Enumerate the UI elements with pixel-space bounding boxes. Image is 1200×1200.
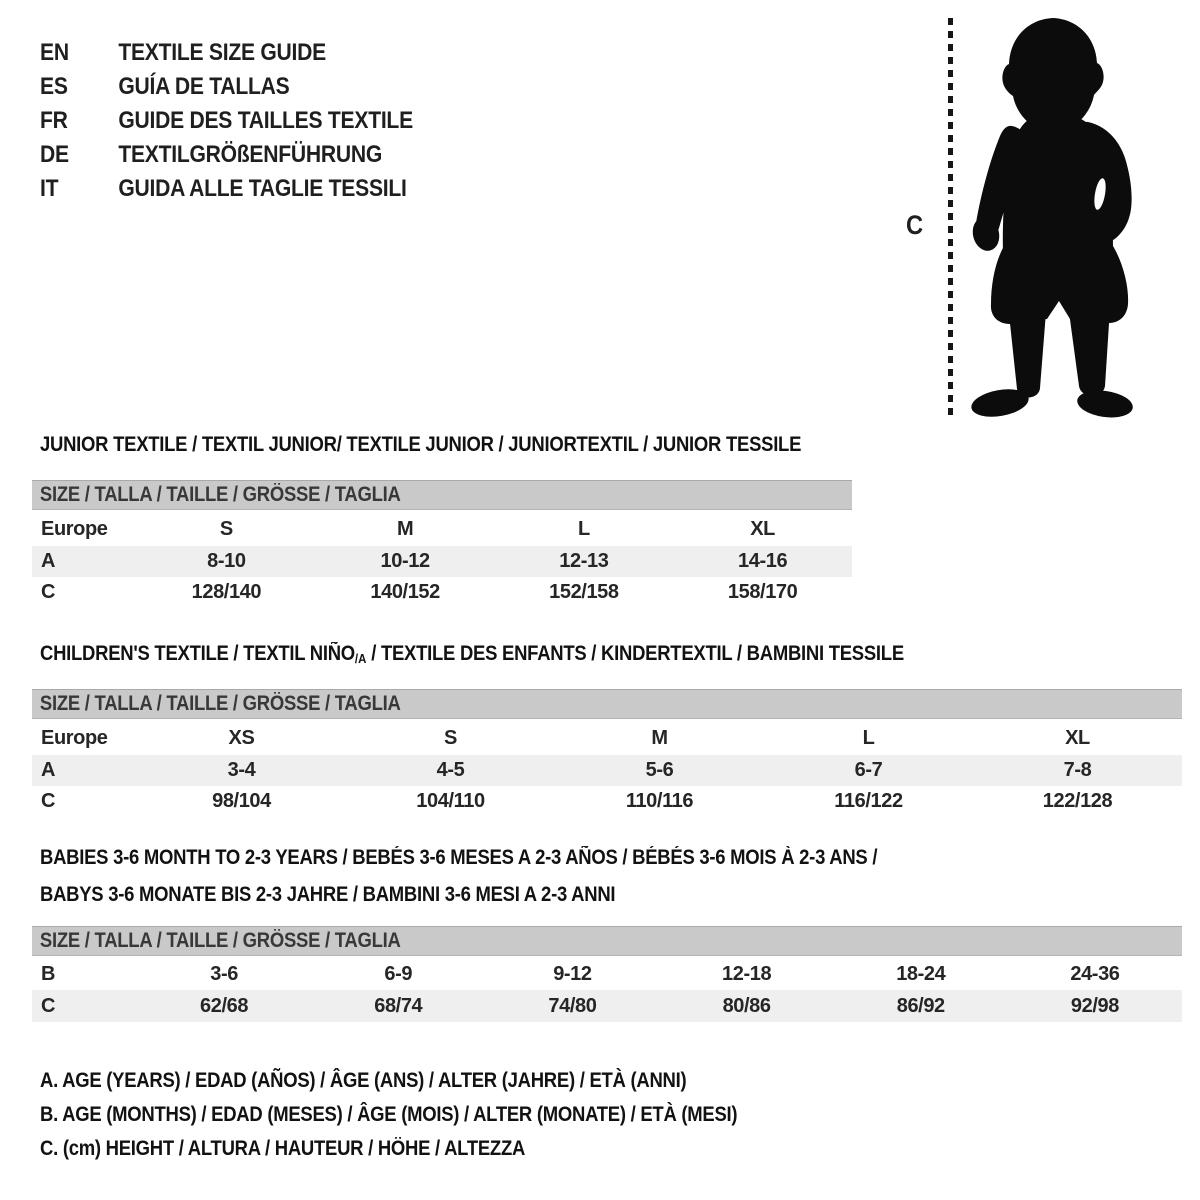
size-header-label: SIZE / TALLA / TAILLE / GRÖSSE / TAGLIA: [39, 692, 401, 715]
size-column-header: S: [444, 726, 457, 749]
row-label: C: [41, 790, 56, 812]
language-title-label: GUIDA ALLE TAGLIE TESSILI: [118, 175, 407, 202]
size-column-header: S: [219, 517, 233, 540]
table-cell: 110/116: [625, 790, 694, 812]
table-cell: 128/140: [191, 581, 262, 603]
table-cell: 7-8: [1063, 759, 1092, 781]
toddler-silhouette-icon: [966, 16, 1138, 420]
height-measure-dashed-line: [948, 18, 953, 418]
section-title-line: BABIES 3-6 MONTH TO 2-3 YEARS / BEBÉS 3-6 MESES A 2-3 AÑOS / BÉBÉS 3-6 MOIS À 2-3 ANS /: [40, 846, 878, 869]
table-cell: 158/170: [727, 581, 798, 603]
size-header-label: SIZE / TALLA / TAILLE / GRÖSSE / TAGLIA: [39, 929, 401, 952]
table-cell: 24-36: [1070, 962, 1120, 985]
legend-block: [40, 1064, 832, 1166]
language-code: FR: [40, 107, 68, 134]
size-column-header: L: [577, 517, 590, 540]
language-code: ES: [40, 73, 68, 100]
table-cell: 6-9: [384, 962, 413, 985]
table-cell: 122/128: [1042, 790, 1113, 812]
language-row: [40, 172, 413, 206]
table-cell: 18-24: [896, 962, 946, 985]
language-title-label: TEXTILE SIZE GUIDE: [118, 39, 326, 66]
section-title-line: BABYS 3-6 MONATE BIS 2-3 JAHRE / BAMBINI 3-6 MESI A 2-3 ANNI: [40, 883, 616, 906]
legend-line: C. (cm) HEIGHT / ALTURA / HAUTEUR / HÖHE / ALTEZZA: [40, 1137, 526, 1160]
table-cell: 6-7: [854, 759, 883, 781]
size-column-header: XL: [750, 517, 775, 540]
height-measure-label: C: [906, 210, 923, 240]
region-column-header: Europe: [41, 726, 108, 749]
language-title-label: TEXTILGRÖßENFÜHRUNG: [118, 141, 382, 168]
size-header-label: SIZE / TALLA / TAILLE / GRÖSSE / TAGLIA: [39, 483, 401, 506]
size-header-bar: [32, 926, 1182, 956]
table-cell: 12-18: [722, 962, 772, 985]
table-cell: 8-10: [207, 550, 246, 572]
language-row: [40, 70, 413, 104]
table-cell: 3-4: [227, 759, 256, 781]
table-cell: 4-5: [436, 759, 465, 781]
row-label: C: [41, 994, 56, 1017]
language-title-label: GUIDE DES TAILLES TEXTILE: [118, 107, 413, 134]
row-label: A: [41, 550, 56, 572]
table-cell: 14-16: [738, 550, 788, 572]
table-cell: 152/158: [549, 581, 619, 603]
size-header-bar: [32, 480, 852, 510]
table-cell: 140/152: [370, 581, 440, 603]
section-title-subscript: /A: [354, 651, 367, 666]
table-columns-row: [32, 512, 852, 546]
row-label: B: [41, 962, 56, 985]
table-cell: 68/74: [374, 994, 423, 1017]
language-code: EN: [40, 39, 69, 66]
table-cell: 116/122: [834, 790, 903, 812]
language-code: DE: [40, 141, 69, 168]
section-title-children: [40, 635, 904, 674]
size-column-header: M: [396, 517, 414, 540]
table-cell: 62/68: [200, 994, 249, 1017]
table-cell: 5-6: [645, 759, 674, 781]
table-cell: 10-12: [380, 550, 430, 572]
table-cell: 92/98: [1070, 994, 1119, 1017]
table-row: [32, 546, 852, 577]
size-column-header: L: [862, 726, 875, 749]
size-header-bar: [32, 689, 1182, 719]
table-cell: 12-13: [559, 550, 609, 572]
size-column-header: XL: [1065, 726, 1090, 749]
row-label: A: [41, 759, 56, 781]
junior-size-table: [32, 512, 852, 608]
language-code: IT: [40, 175, 59, 202]
section-title-text: CHILDREN'S TEXTILE / TEXTIL NIÑO: [40, 642, 355, 665]
section-title-junior: [40, 426, 905, 463]
language-title-list: [40, 36, 464, 206]
table-row: [32, 990, 1182, 1022]
row-label: C: [41, 581, 56, 603]
language-row: [40, 104, 413, 138]
size-column-header: XS: [228, 726, 255, 749]
table-cell: 104/110: [416, 790, 485, 812]
table-cell: 86/92: [896, 994, 945, 1017]
section-title-babies: [40, 839, 991, 913]
table-cell: 3-6: [210, 962, 238, 985]
table-row: [32, 755, 1182, 786]
children-size-table: [32, 721, 1182, 817]
legend-line: A. AGE (YEARS) / EDAD (AÑOS) / ÂGE (ANS) / ALTER (JAHRE) / ETÀ (ANNI): [40, 1069, 687, 1092]
babies-size-table: [32, 958, 1182, 1022]
table-cell: 80/86: [722, 994, 771, 1017]
legend-line: B. AGE (MONTHS) / EDAD (MESES) / ÂGE (MOIS) / ALTER (MONATE) / ETÀ (MESI): [40, 1103, 738, 1126]
table-columns-row: [32, 721, 1182, 755]
region-column-header: Europe: [41, 517, 108, 540]
table-row: [32, 958, 1182, 990]
table-cell: 74/80: [548, 994, 597, 1017]
section-title-text: / TEXTILE DES ENFANTS / KINDERTEXTIL / BAMBINI TESSILE: [366, 642, 904, 665]
language-row: [40, 138, 413, 172]
language-row: [40, 36, 413, 70]
table-row: [32, 786, 1182, 817]
table-cell: 98/104: [212, 790, 271, 812]
language-title-label: GUÍA DE TALLAS: [118, 73, 290, 100]
section-title-line: JUNIOR TEXTILE / TEXTIL JUNIOR/ TEXTILE JUNIOR / JUNIORTEXTIL / JUNIOR TESSILE: [40, 433, 802, 456]
size-column-header: M: [651, 726, 668, 749]
table-row: [32, 577, 852, 608]
table-cell: 9-12: [553, 962, 592, 985]
